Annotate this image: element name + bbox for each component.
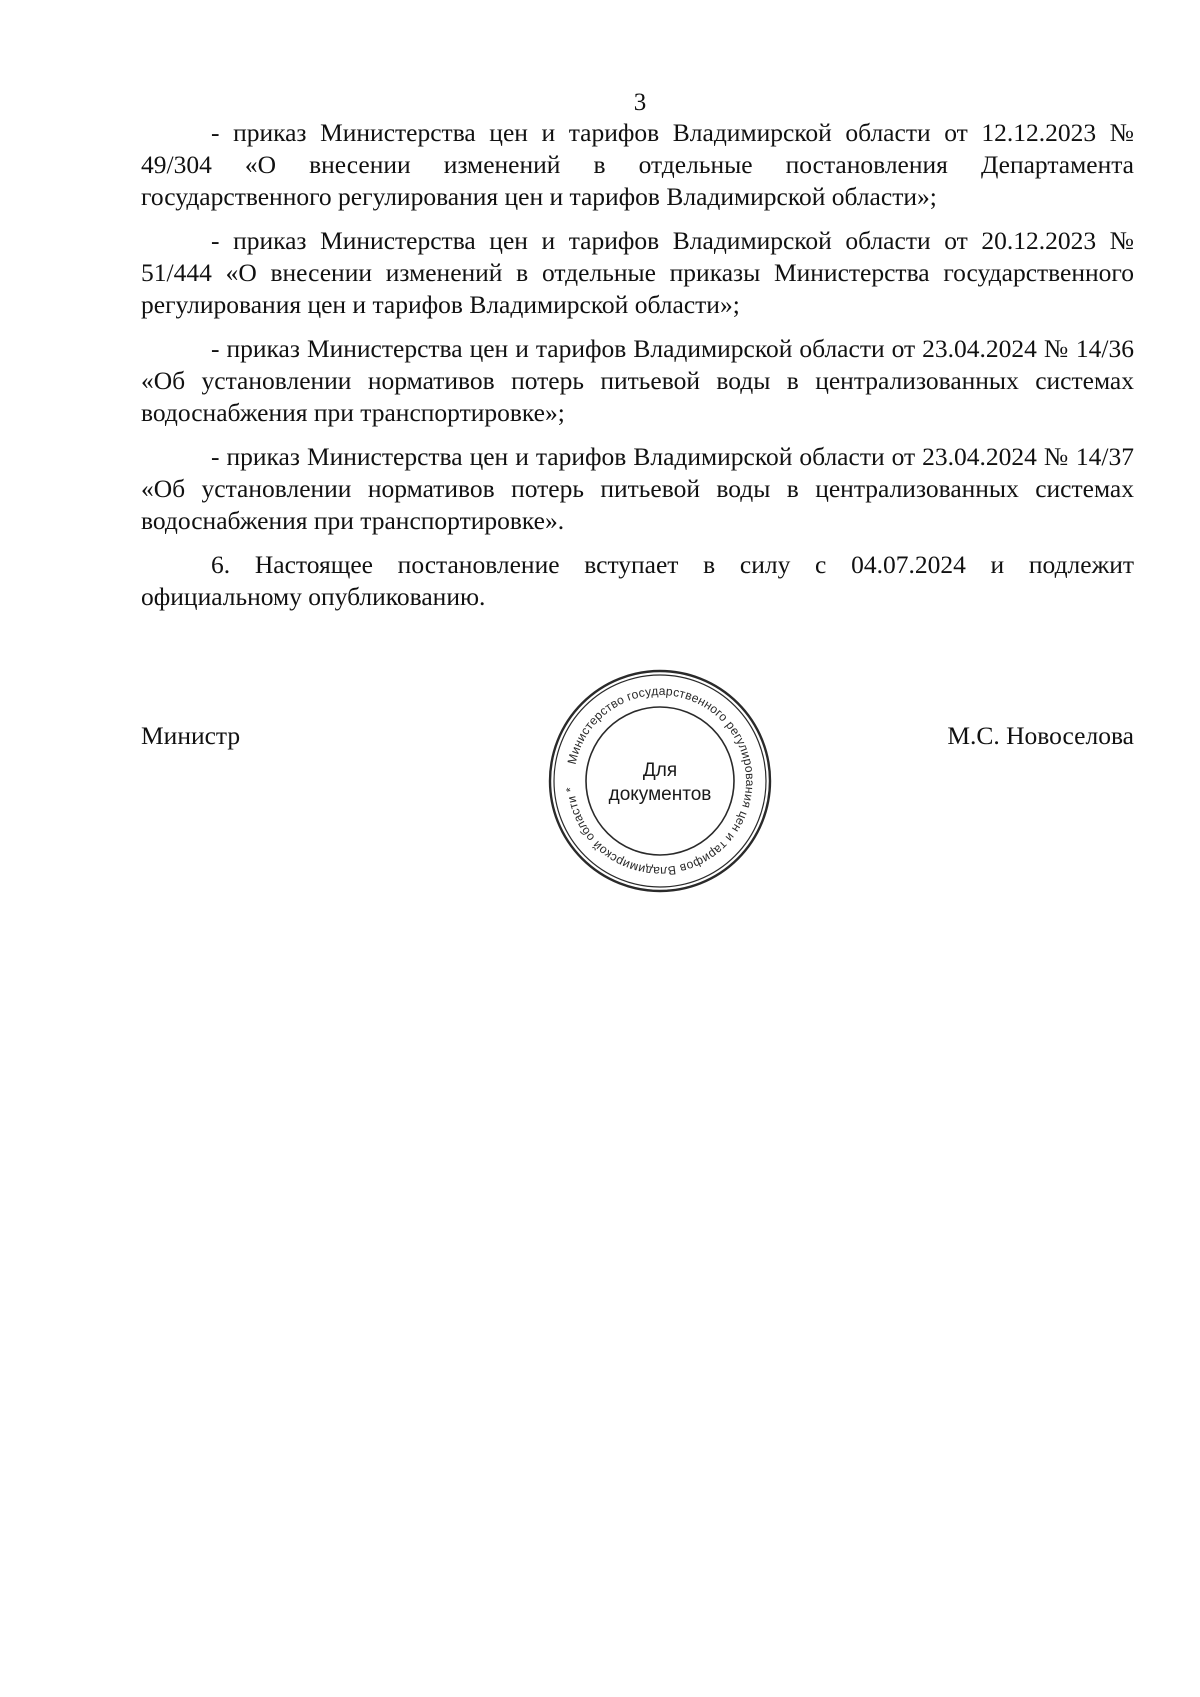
order-item-3: - приказ Министерства цен и тарифов Владимирской области от 23.04.2024 № 14/36 «Об установлении нормативов потерь питьевой воды в централизованных системах водоснабжения при транспортировке»; bbox=[141, 334, 1134, 427]
document-body bbox=[141, 117, 1134, 625]
order-item-4: - приказ Министерства цен и тарифов Владимирской области от 23.04.2024 № 14/37 «Об установлении нормативов потерь питьевой воды в централизованных системах водоснабжения при транспортировке». bbox=[141, 442, 1134, 535]
seal-graphic bbox=[547, 668, 773, 894]
seal-ring-text: Министерство государственного регулирования цен и тарифов Владимирской области * bbox=[563, 683, 758, 879]
order-item-2: - приказ Министерства цен и тарифов Владимирской области от 20.12.2023 № 51/444 «О внесении изменений в отдельные приказы Министерства государственного регулирования цен и тарифов Владимирской области»; bbox=[141, 226, 1134, 319]
seal-outer-ring bbox=[550, 671, 770, 891]
signatory-name: М.С. Новоселова bbox=[947, 721, 1134, 750]
seal-center-line-2: документов bbox=[608, 784, 712, 805]
signatory-title: Министр bbox=[141, 721, 241, 750]
seal-center-line-1: Для bbox=[642, 760, 678, 781]
page-number: 3 bbox=[633, 89, 647, 116]
effective-date-clause: 6. Настоящее постановление вступает в силу с 04.07.2024 и подлежит официальному опубликованию. bbox=[141, 550, 1134, 611]
seal-inner-ring bbox=[586, 707, 734, 855]
official-seal-stamp bbox=[547, 668, 773, 894]
order-item-1: - приказ Министерства цен и тарифов Владимирской области от 12.12.2023 № 49/304 «О внесении изменений в отдельные постановления Департамента государственного регулирования цен и тарифов Владимирской области»; bbox=[141, 118, 1134, 211]
